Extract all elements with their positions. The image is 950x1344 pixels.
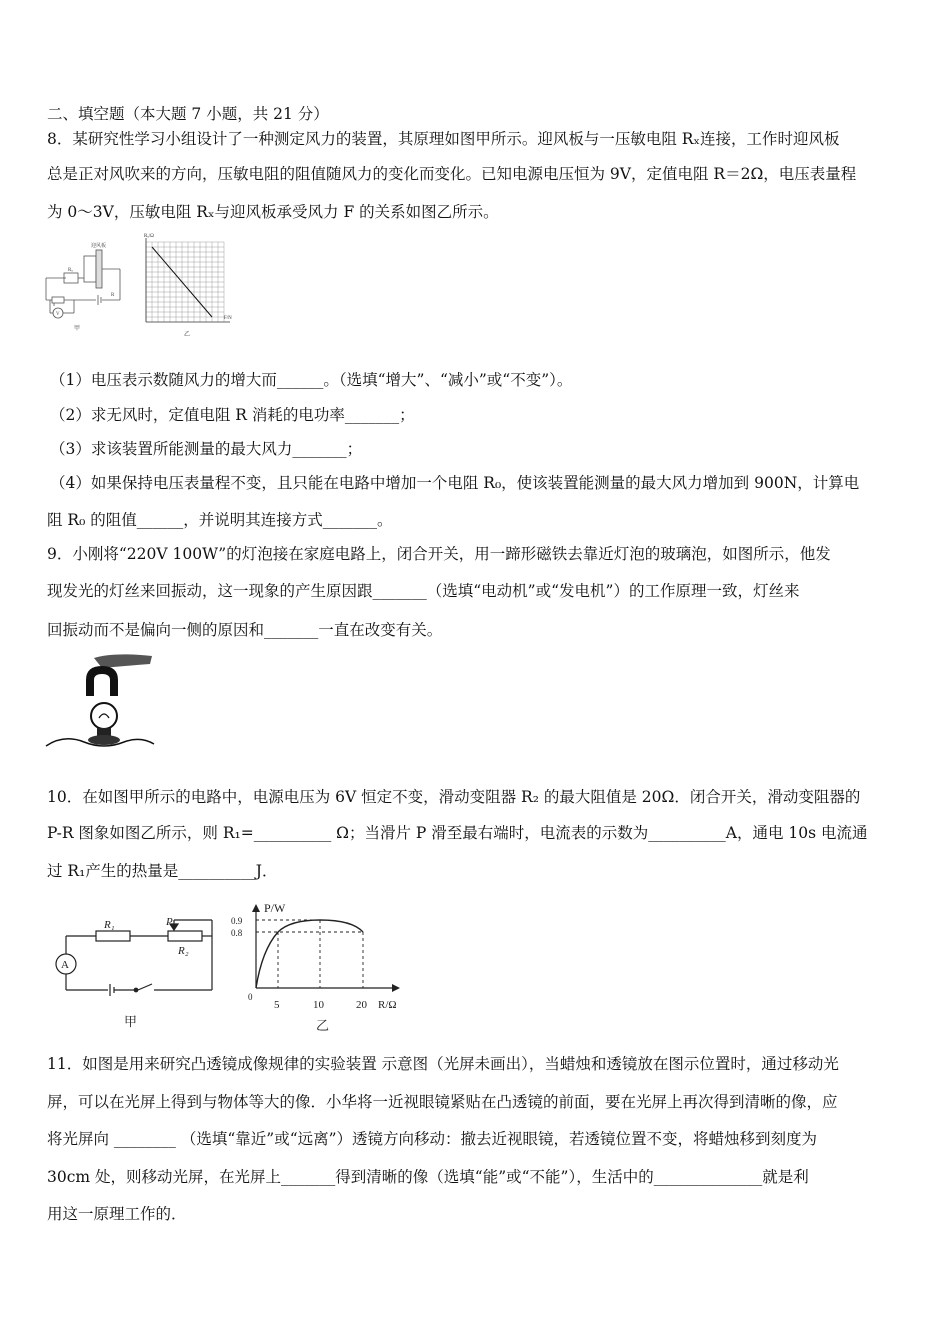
q8-sub-5: 阻 R₀ 的阻值______，并说明其连接方式_______。 xyxy=(47,511,393,529)
q8-sub-1: （1）电压表示数随风力的增大而______。（选填“增大”、“减小”或“不变”）。 xyxy=(50,371,573,389)
q8-graph-figure xyxy=(138,232,236,340)
q10-circuit-caption: 甲 xyxy=(124,1014,138,1029)
q8-line-1: 8．某研究性学习小组设计了一种测定风力的装置，其原理如图甲所示。迎风板与一压敏电阻 Rₓ连接，工作时迎风板 xyxy=(47,130,840,148)
q10-circuit-figure xyxy=(48,914,220,1032)
ammeter-icon: A xyxy=(61,959,69,971)
q8-graph-y-axis: Rₓ/Ω xyxy=(144,234,154,239)
horseshoe-magnet-icon xyxy=(86,666,118,696)
q8-sub-4: （4）如果保持电压表量程不变，且只能在电路中增加一个电阻 R₀，使该装置能测量的最大风力增加到 900N，计算电 xyxy=(50,474,860,492)
q8-circuit-caption: 甲 xyxy=(74,326,81,332)
q10-origin-label: 0 xyxy=(248,992,253,1002)
q10-p-label: P xyxy=(166,916,173,928)
q11-line-3: 将光屏向 ________ （选填“靠近”或“远离”）透镜方向移动：撤去近视眼镜，若透镜位置不变，将蜡烛移到刻度为 xyxy=(47,1130,818,1148)
q10-x-tick: 5 xyxy=(274,999,280,1011)
q10-y-tick: 0.9 xyxy=(231,916,243,926)
q8-sub-2: （2）求无风时，定值电阻 R 消耗的电功率_______； xyxy=(50,406,415,424)
q8-board-label: 迎风板 xyxy=(91,244,107,249)
q11-line-5: 用这一原理工作的． xyxy=(47,1205,187,1223)
q9-magnet-bulb-figure xyxy=(44,650,156,758)
q10-x-tick: 10 xyxy=(313,999,324,1011)
q9-line-1: 9．小刚将“220V 100W”的灯泡接在家庭电路上，闭合开关，用一蹄形磁铁去靠近灯泡的玻璃泡，如图所示，他发 xyxy=(47,545,831,563)
q10-graph-y-axis: P/W xyxy=(264,901,286,915)
q9-line-2: 现发光的灯丝来回振动，这一现象的产生原因跟_______（选填“电动机”或“发电机”）的工作原理一致，灯丝来 xyxy=(47,582,800,600)
q10-y-tick: 0.8 xyxy=(231,928,243,938)
q8-volt-label: V xyxy=(56,312,60,317)
q8-sub-3: （3）求该装置所能测量的最大风力_______； xyxy=(50,440,363,458)
q10-r2-label: R₂ xyxy=(178,945,189,957)
q11-line-2: 屏，可以在光屏上得到与物体等大的像．小华将一近视眼镜紧贴在凸透镜的前面，要在光屏上再次得到清晰的像，应 xyxy=(47,1093,838,1111)
q8-line-2: 总是正对风吹来的方向，压敏电阻的阻值随风力的变化而变化。已知电源电压恒为 9V，定值电阻 R＝2Ω，电压表量程 xyxy=(47,165,857,183)
q8-graph-caption: 乙 xyxy=(184,332,191,338)
q8-rx-label: Rₓ xyxy=(68,268,73,273)
section-heading: 二、填空题（本大题 7 小题，共 21 分） xyxy=(47,105,329,123)
q11-line-1: 11．如图是用来研究凸透镜成像规律的实验装置 示意图（光屏未画出），当蜡烛和透镜放在图示位置时，通过移动光 xyxy=(47,1055,839,1073)
bulb-icon xyxy=(91,703,117,729)
q10-power-curve xyxy=(256,920,363,988)
q10-x-tick: 20 xyxy=(356,999,367,1011)
q10-graph-x-axis: R/Ω xyxy=(378,999,397,1011)
q10-graph-figure xyxy=(228,900,412,1036)
q8-circuit-figure xyxy=(44,240,128,332)
q8-r-label: R xyxy=(111,293,115,298)
hand-icon xyxy=(94,654,152,668)
q10-graph-caption: 乙 xyxy=(316,1018,330,1033)
q10-r1-label: R₁ xyxy=(104,919,115,931)
q11-line-4: 30cm 处，则移动光屏，在光屏上_______得到清晰的像（选填“能”或“不能”），生活中的______________就是利 xyxy=(47,1168,809,1186)
q9-line-3: 回振动而不是偏向一侧的原因和_______一直在改变有关。 xyxy=(47,621,443,639)
q10-line-1: 10．在如图甲所示的电路中，电源电压为 6V 恒定不变，滑动变阻器 R₂ 的最大阻值是 20Ω．闭合开关，滑动变阻器的 xyxy=(47,788,861,806)
q10-line-3: 过 R₁产生的热量是__________J． xyxy=(47,862,278,880)
q8-line-3: 为 0～3V，压敏电阻 Rₓ与迎风板承受风力 F 的关系如图乙所示。 xyxy=(47,203,499,221)
q8-graph-x-axis: F/N xyxy=(224,316,232,321)
q10-line-2: P-R 图象如图乙所示，则 R₁=__________ Ω；当滑片 P 滑至最右端时，电流表的示数为__________A，通电 10s 电流通 xyxy=(47,824,868,842)
